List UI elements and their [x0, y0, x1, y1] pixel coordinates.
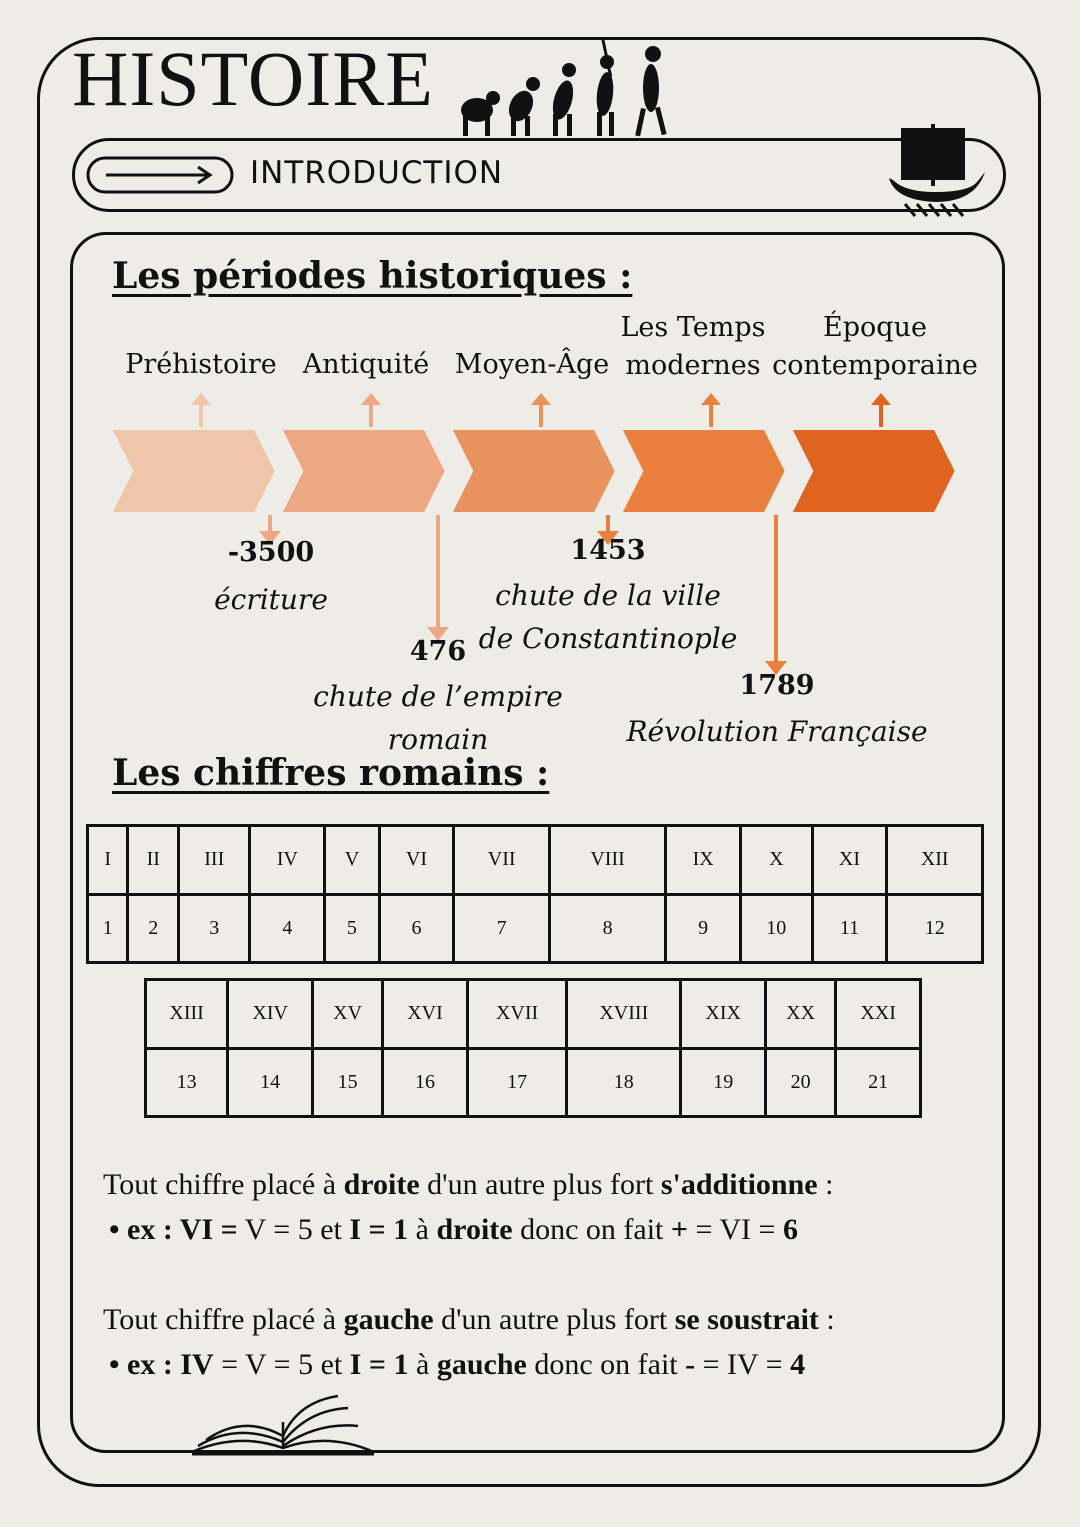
- text-bold: gauche: [343, 1303, 434, 1336]
- rule-addition-text: [103, 1162, 1003, 1207]
- text-bold: droite: [343, 1168, 420, 1201]
- text-bold: se soustrait: [674, 1303, 819, 1336]
- text-bold: 4: [790, 1348, 806, 1381]
- table-cell: 18: [567, 1048, 681, 1117]
- text: V = 5 et: [237, 1213, 350, 1246]
- text: = VI =: [688, 1213, 783, 1246]
- period-line: Les Temps: [620, 312, 766, 343]
- table-cell: 7: [454, 894, 550, 963]
- text: Tout chiffre placé à: [103, 1168, 344, 1201]
- event-date-1789: 1789: [739, 670, 815, 701]
- timeline-chevron: [618, 427, 788, 515]
- periods-heading: Les périodes historiques :: [112, 255, 633, 297]
- text-bold: • ex :: [109, 1213, 180, 1246]
- text-bold: gauche: [436, 1348, 527, 1381]
- arabic-row: [88, 894, 983, 963]
- table-cell: 8: [549, 894, 665, 963]
- arabic-row: [146, 1048, 921, 1117]
- table-cell: 11: [812, 894, 887, 963]
- text-bold: 6: [782, 1213, 798, 1246]
- table-cell: 4: [250, 894, 325, 963]
- event-text-1789: Révolution Française: [626, 715, 928, 748]
- period-label-contemporaine: [770, 309, 980, 385]
- rule-subtraction-text: [103, 1297, 1003, 1342]
- table-cell: 2: [128, 894, 179, 963]
- period-label-temps-modernes: [613, 309, 773, 385]
- text: donc on fait: [512, 1213, 671, 1246]
- event-line: chute de l’empire: [313, 680, 563, 713]
- period-arrow-head-icon: [871, 393, 891, 405]
- table-cell: XXI: [836, 980, 921, 1049]
- table-cell: 1: [88, 894, 128, 963]
- roman-heading: Les chiffres romains :: [112, 752, 550, 794]
- event-line: de Constantinople: [478, 622, 738, 656]
- event-text-ecriture: écriture: [214, 583, 328, 616]
- text-bold: s'additionne: [660, 1168, 818, 1201]
- table-cell: XVII: [467, 980, 566, 1049]
- text-bold: • ex :: [109, 1348, 181, 1381]
- table-cell: XI: [812, 826, 887, 895]
- event-text-476: [288, 675, 588, 762]
- table-cell: I: [88, 826, 128, 895]
- table-cell: 14: [228, 1048, 313, 1117]
- text: Tout chiffre placé à: [103, 1303, 344, 1336]
- rule-subtraction-example: [103, 1342, 1003, 1387]
- table-cell: 19: [681, 1048, 766, 1117]
- text: = IV =: [695, 1348, 791, 1381]
- table-cell: VII: [454, 826, 550, 895]
- open-book-icon: [188, 1392, 378, 1456]
- period-label-prehistoire: Préhistoire: [125, 349, 277, 380]
- rule-subtraction: [103, 1297, 1003, 1387]
- table-cell: XII: [887, 826, 983, 895]
- event-line: chute de la ville: [495, 579, 721, 612]
- table-cell: XX: [766, 980, 836, 1049]
- text-bold: VI =: [179, 1213, 238, 1246]
- table-cell: 21: [836, 1048, 921, 1117]
- text-bold: -: [685, 1348, 696, 1381]
- roman-table-1: [86, 824, 984, 964]
- text-bold: IV: [180, 1348, 214, 1381]
- timeline-chevron: [108, 427, 278, 515]
- table-cell: 3: [179, 894, 250, 963]
- ship-icon: [885, 122, 990, 222]
- introduction-label: INTRODUCTION: [250, 155, 504, 191]
- table-cell: XIII: [146, 980, 228, 1049]
- text: d'un autre plus fort: [433, 1303, 675, 1336]
- table-cell: 13: [146, 1048, 228, 1117]
- table-cell: 9: [666, 894, 741, 963]
- table-cell: 6: [379, 894, 454, 963]
- table-cell: 12: [887, 894, 983, 963]
- rule-addition: [103, 1162, 1003, 1252]
- table-cell: 17: [467, 1048, 566, 1117]
- text: donc on fait: [526, 1348, 686, 1381]
- table-cell: 5: [325, 894, 379, 963]
- text-bold: I = 1: [349, 1213, 409, 1246]
- period-line: modernes: [625, 349, 761, 381]
- table-cell: IX: [666, 826, 741, 895]
- table-cell: XIV: [228, 980, 313, 1049]
- period-line: Époque: [823, 312, 927, 343]
- text: :: [817, 1168, 834, 1201]
- text: à: [408, 1213, 437, 1246]
- event-text-1453: [458, 574, 758, 661]
- table-cell: III: [179, 826, 250, 895]
- table-cell: X: [741, 826, 812, 895]
- period-label-antiquite: Antiquité: [302, 349, 430, 380]
- period-arrow-head-icon: [531, 393, 551, 405]
- event-date-476: 476: [409, 636, 467, 667]
- text: :: [818, 1303, 835, 1336]
- period-line: contemporaine: [772, 349, 978, 381]
- timeline-chevron: [278, 427, 448, 515]
- table-cell: XV: [313, 980, 383, 1049]
- table-cell: XIX: [681, 980, 766, 1049]
- rule-addition-example: [103, 1207, 1003, 1252]
- period-arrow-head-icon: [191, 393, 211, 405]
- table-cell: 10: [741, 894, 812, 963]
- period-label-moyen-age: Moyen-Âge: [454, 349, 610, 380]
- table-cell: 16: [383, 1048, 468, 1117]
- text: à: [408, 1348, 437, 1381]
- text-bold: I = 1: [349, 1348, 409, 1381]
- table-cell: XVIII: [567, 980, 681, 1049]
- table-cell: 20: [766, 1048, 836, 1117]
- arrow-right-icon: [86, 156, 236, 194]
- timeline-chevron: [448, 427, 618, 515]
- period-arrow-head-icon: [361, 393, 381, 405]
- table-cell: V: [325, 826, 379, 895]
- event-date-1453: 1453: [570, 535, 646, 566]
- table-cell: 15: [313, 1048, 383, 1117]
- table-cell: IV: [250, 826, 325, 895]
- text-bold: droite: [436, 1213, 513, 1246]
- text: d'un autre plus fort: [419, 1168, 661, 1201]
- human-evolution-icon: [455, 38, 690, 140]
- page-title: HISTOIRE: [72, 35, 434, 122]
- event-date-3500: -3500: [227, 537, 315, 568]
- roman-row: [146, 980, 921, 1049]
- event-line: romain: [387, 723, 489, 757]
- roman-table-2: [144, 978, 922, 1118]
- timeline-chevron: [788, 427, 958, 515]
- table-cell: XVI: [383, 980, 468, 1049]
- table-cell: VI: [379, 826, 454, 895]
- text: = V = 5 et: [213, 1348, 350, 1381]
- period-arrow-head-icon: [701, 393, 721, 405]
- text-bold: +: [670, 1213, 688, 1246]
- roman-row: [88, 826, 983, 895]
- table-cell: VIII: [549, 826, 665, 895]
- table-cell: II: [128, 826, 179, 895]
